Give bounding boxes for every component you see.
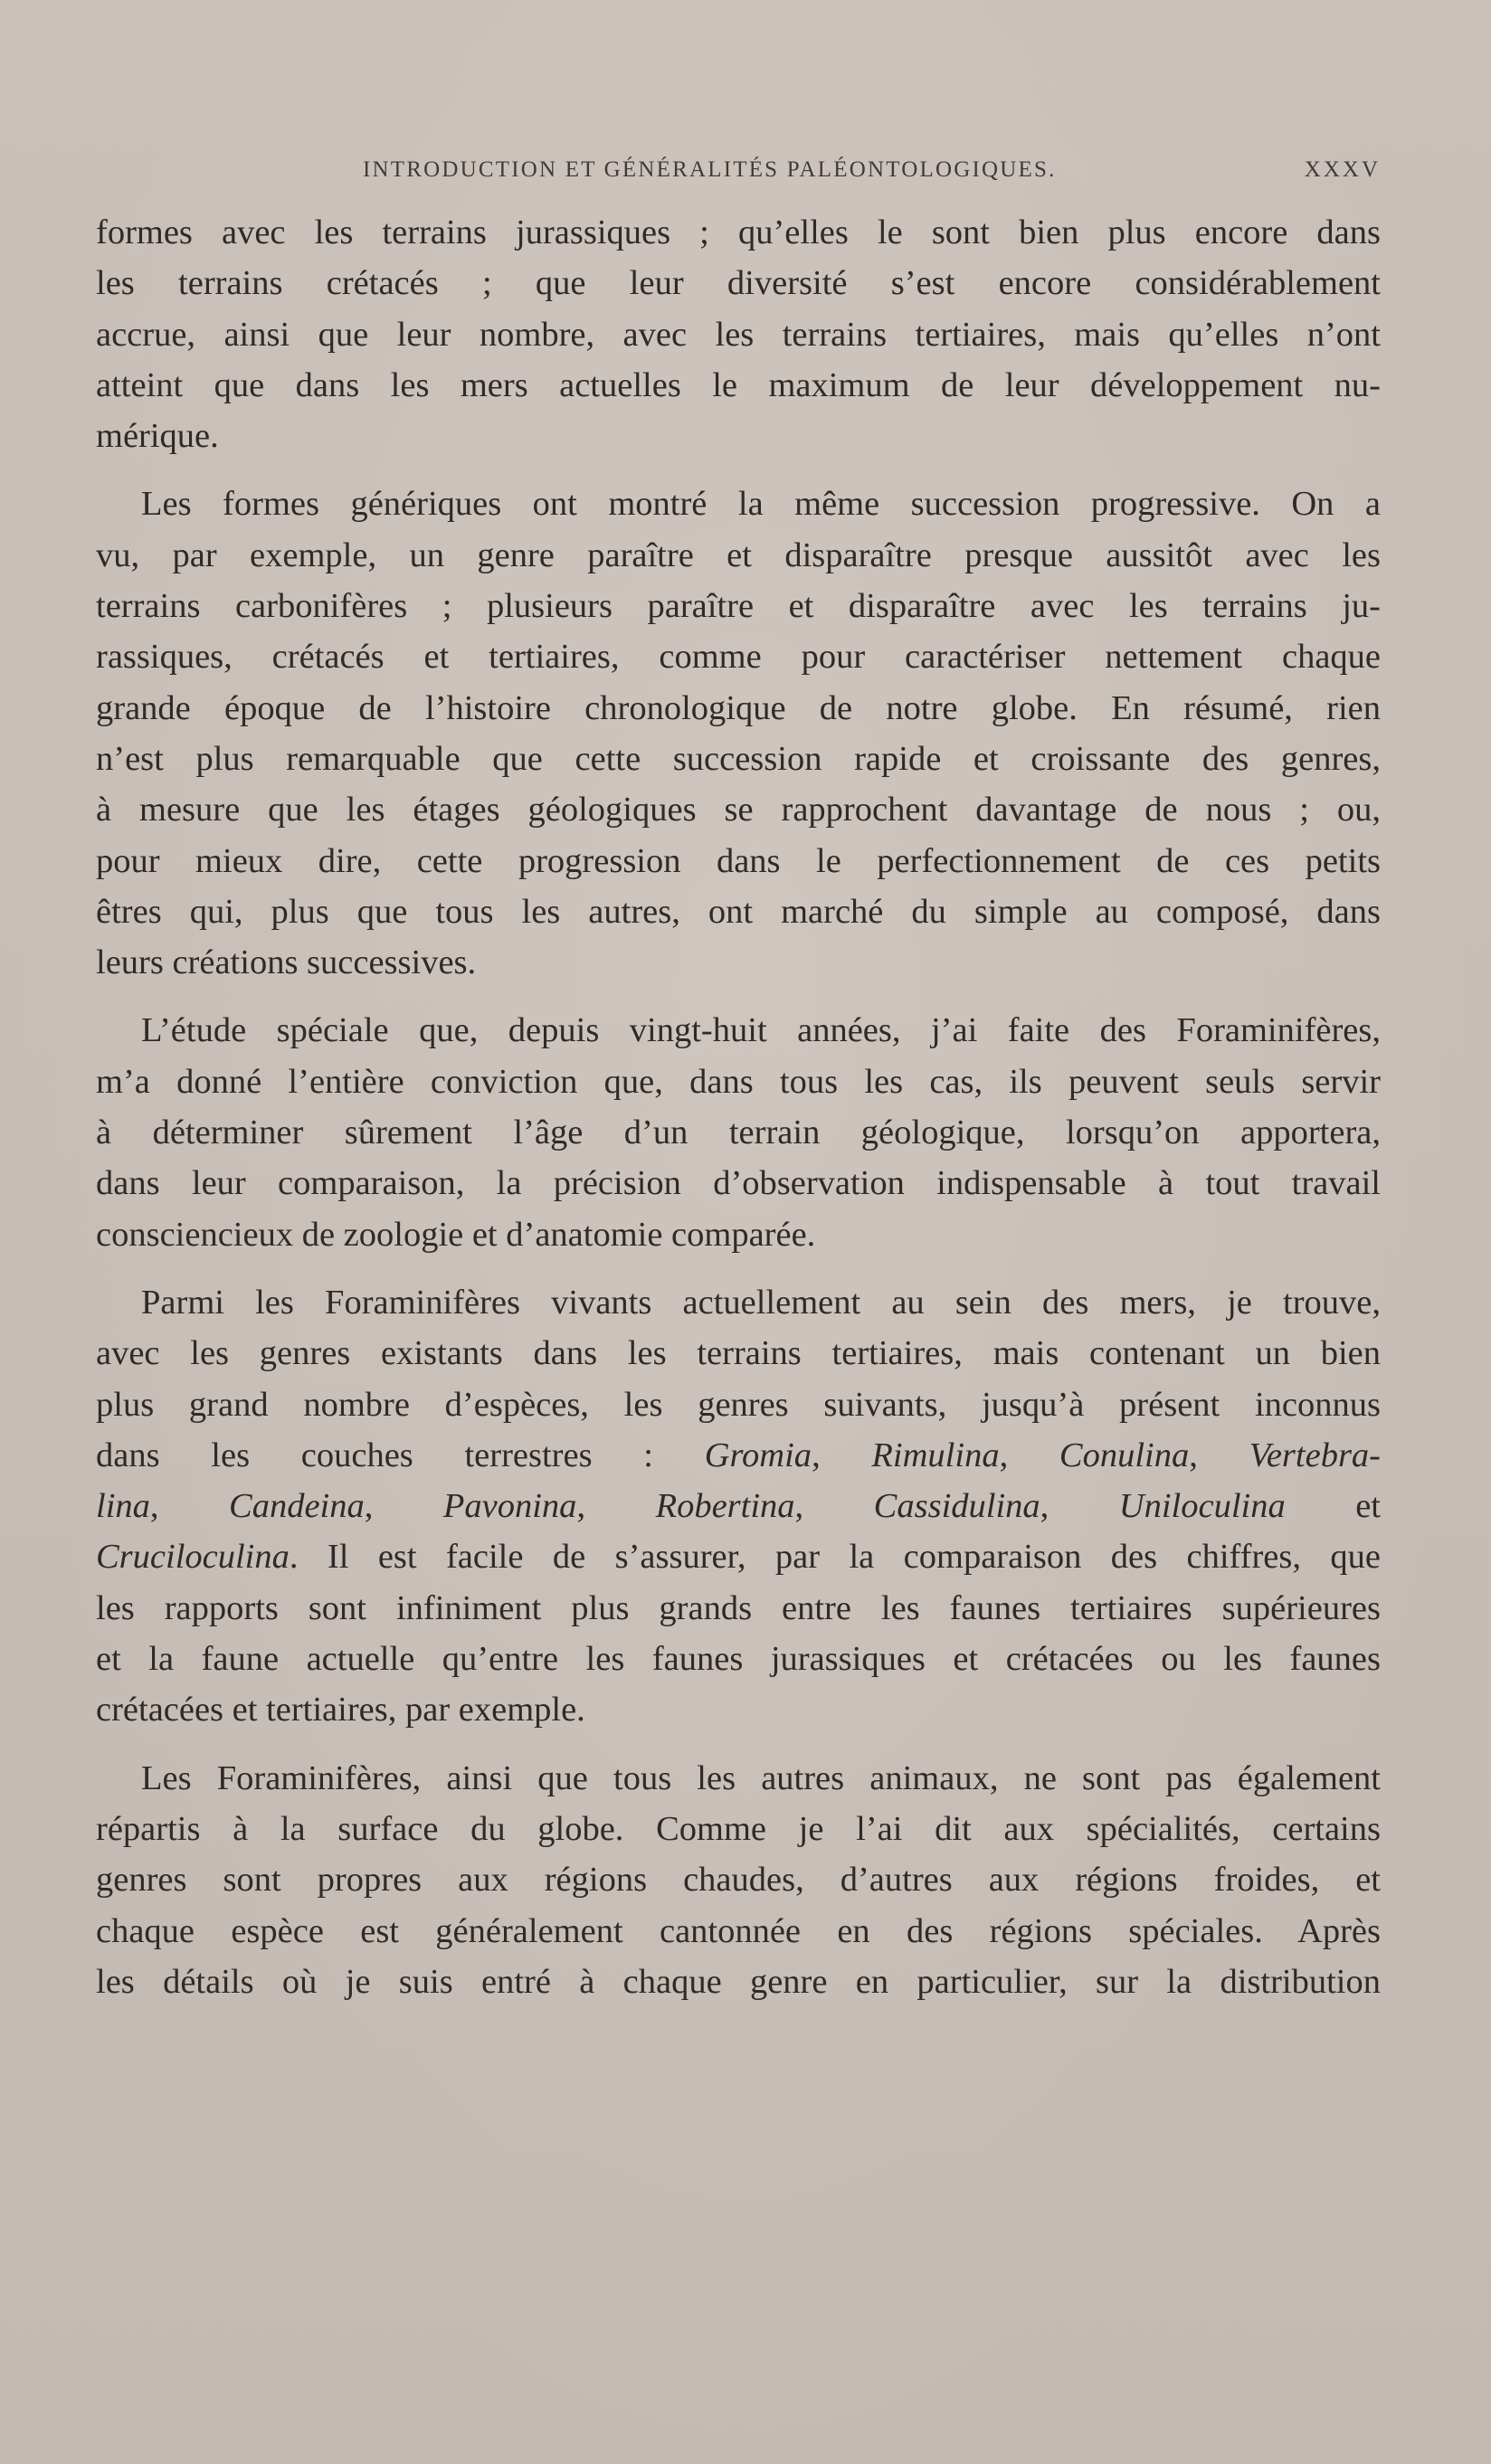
text-line: accrue, ainsi que leur nombre, avec les terrains tertiaires, mais qu’elles n’ont [96,315,1381,354]
text-line: leurs créations successives. [96,943,477,982]
paragraph-4 [96,1277,1381,1736]
separator: , [812,1436,872,1474]
text-line: n’est plus remarquable que cette succession rapide et croissante des genres, [96,739,1381,778]
text-line [96,1430,1381,1481]
text-line: vu, par exemple, un genre paraître et disparaître presque aussitôt avec les [96,535,1381,574]
text-line: les rapports sont infiniment plus grands entre les faunes tertiaires supérieures [96,1588,1381,1627]
genus-name: Robertina [655,1487,795,1526]
text-line: grande époque de l’histoire chronologique de notre globe. En résumé, rien [96,688,1381,727]
text-line: rassiques, crétacés et tertiaires, comme pour caractériser nettement chaque [96,638,1381,677]
body-text [96,207,1381,2007]
text-line: les terrains crétacés ; que leur diversité s’est encore considérablement [96,264,1381,303]
text-fragment: . Il est facile de s’assurer, par la comparaison des chiffres, que [289,1538,1381,1577]
text-line: atteint que dans les mers actuelles le maximum de leur développement nu- [96,365,1381,404]
page-number: XXXV [1304,157,1381,182]
separator: , [1189,1436,1249,1474]
running-head: INTRODUCTION ET GÉNÉRALITÉS PALÉONTOLOGIQUES. [363,157,1057,182]
text-line: à déterminer sûrement l’âge d’un terrain géologique, lorsqu’on apportera, [96,1114,1381,1152]
text-line: consciencieux de zoologie et d’anatomie comparée. [96,1215,816,1254]
text-line: et la faune actuelle qu’entre les faunes jurassiques et crétacées ou les faunes [96,1640,1381,1679]
genus-name: Cruciloculina [96,1538,290,1577]
separator: , [999,1436,1059,1474]
separator: , [576,1487,656,1526]
text-line: les détails où je suis entré à chaque genre en particulier, sur la distribution [96,1962,1381,2001]
text-line: dans leur comparaison, la précision d’observation indispensable à tout travail [96,1164,1381,1203]
text-line: chaque espèce est généralement cantonnée en des régions spéciales. Après [96,1911,1381,1950]
genus-name: Gromia [704,1436,812,1474]
text-line: Les Foraminifères, ainsi que tous les autres animaux, ne sont pas également [141,1758,1381,1797]
text-fragment: dans les couches terrestres : [96,1436,705,1474]
conjunction: et [1285,1487,1382,1526]
text-line: formes avec les terrains jurassiques ; qu’elles le sont bien plus encore dans [96,213,1381,251]
text-line: Parmi les Foraminifères vivants actuellement au sein des mers, je trouve, [141,1283,1381,1322]
text-line [96,1481,1381,1531]
text-line: répartis à la surface du globe. Comme je l’ai dit aux spécialités, certains [96,1809,1381,1848]
genus-name: Uniloculina [1118,1487,1286,1526]
text-line: m’a donné l’entière conviction que, dans tous les cas, ils peuvent seuls servir [96,1062,1381,1101]
separator: , [1040,1487,1119,1526]
text-line: mérique. [96,417,219,456]
text-line [96,1531,1381,1582]
genus-name: Rimulina [871,1436,1000,1474]
genus-name: Cassidulina [873,1487,1040,1526]
text-line: Les formes génériques ont montré la même succession progressive. On a [141,485,1381,524]
text-line: L’étude spéciale que, depuis vingt-huit années, j’ai faite des Foraminifères, [141,1011,1381,1050]
genus-name: Pavonina [442,1487,577,1526]
paragraph-3 [96,1005,1381,1259]
text-line: crétacées et tertiaires, par exemple. [96,1691,585,1730]
text-line: terrains carbonifères ; plusieurs paraître et disparaître avec les terrains ju- [96,587,1381,626]
genus-name: Conulina [1059,1436,1190,1474]
genus-name: Vertebra- [1249,1436,1382,1474]
text-line: plus grand nombre d’espèces, les genres suivants, jusqu’à présent inconnus [96,1385,1381,1424]
separator: , [364,1487,443,1526]
paragraph-5 [96,1753,1381,2007]
separator: , [794,1487,874,1526]
text-line: pour mieux dire, cette progression dans le perfectionnement de ces petits [96,841,1381,880]
separator: , [149,1487,230,1526]
text-line: êtres qui, plus que tous les autres, ont marché du simple au composé, dans [96,892,1381,931]
text-line: avec les genres existants dans les terrains tertiaires, mais contenant un bien [96,1334,1381,1373]
paragraph-1 [96,207,1381,461]
genus-name: Candeina [229,1487,365,1526]
text-line: genres sont propres aux régions chaudes, d’autres aux régions froides, et [96,1861,1381,1900]
page-header [96,157,1381,194]
genus-name: lina [96,1487,150,1526]
paragraph-2 [96,479,1381,988]
text-line: à mesure que les étages géologiques se rapprochent davantage de nous ; ou, [96,791,1381,829]
